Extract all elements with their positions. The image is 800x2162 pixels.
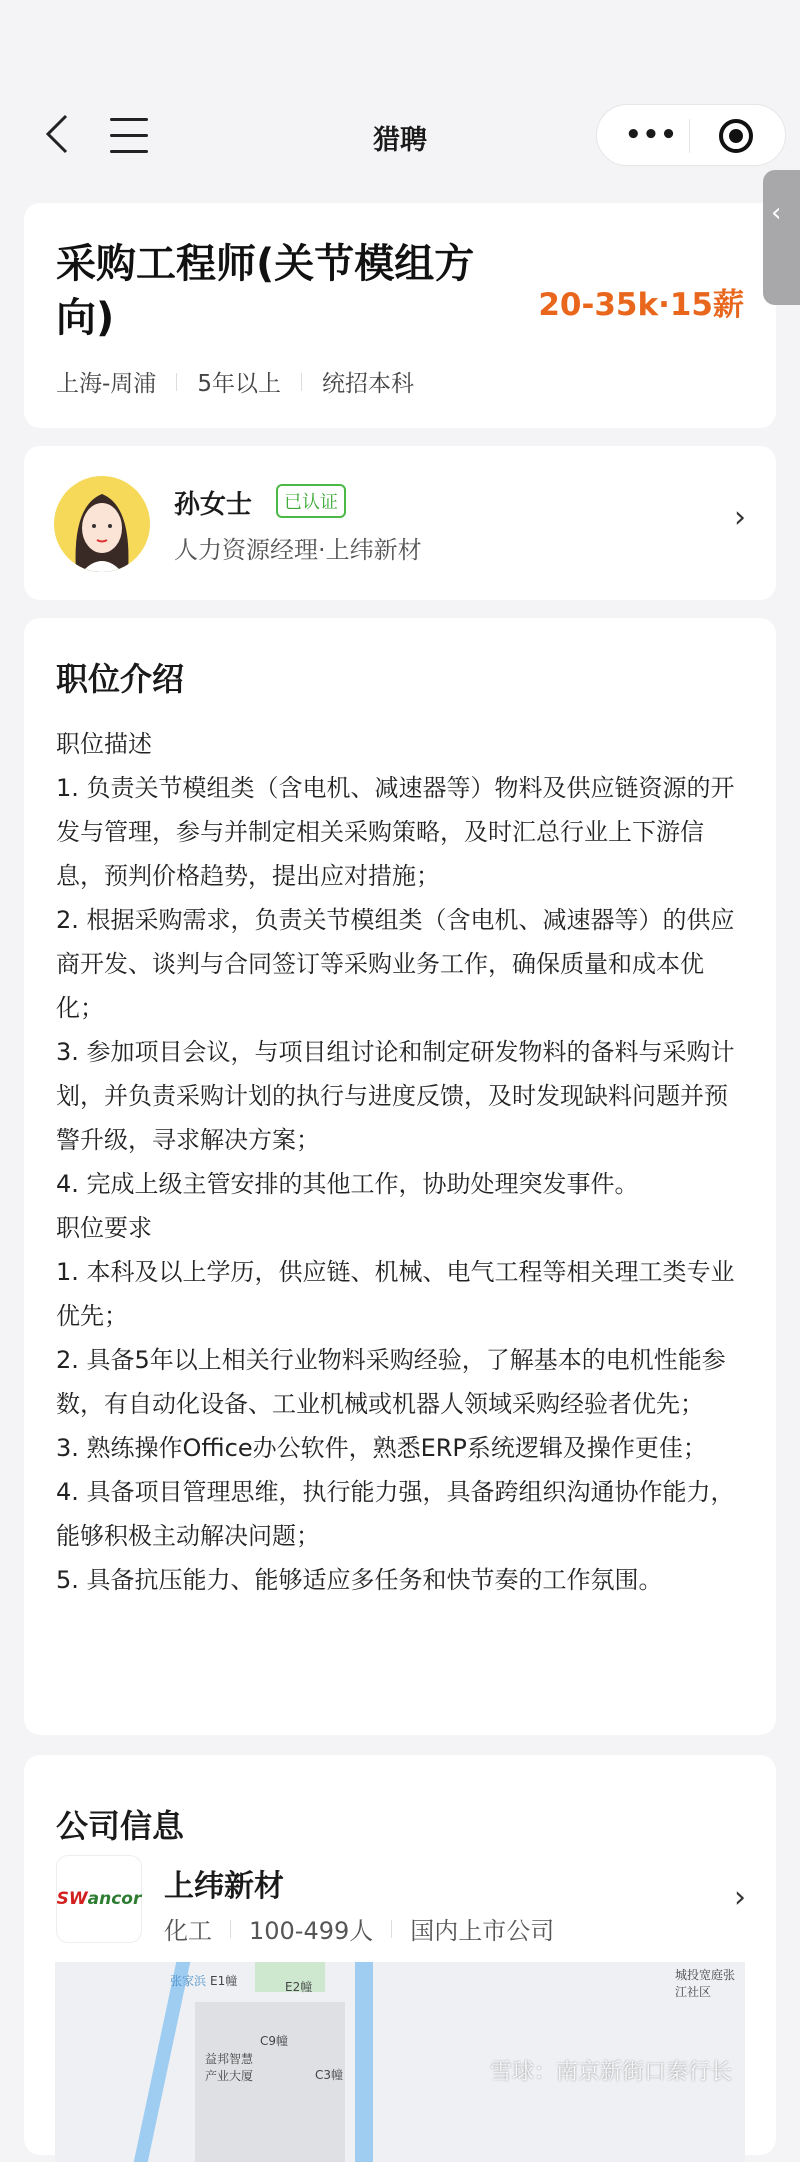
education: 统招本科 [321, 371, 414, 397]
avatar [54, 476, 150, 572]
desc-line: 3. 熟练操作Office办公软件，熟悉ERP系统逻辑及操作更佳； [56, 1434, 707, 1462]
job-tags [56, 365, 414, 398]
industry: 化工 [164, 1917, 212, 1945]
desc-line: 4. 具备项目管理思维，执行能力强，具备跨组织沟通协作能力，能够积极主动解决问题； [56, 1478, 735, 1550]
company-size: 100-499人 [249, 1917, 374, 1945]
company-card [24, 1755, 776, 2155]
experience: 5年以上 [197, 371, 281, 397]
watermark: 雪球：南京新街口秦行长 [490, 2060, 733, 2085]
chevron-right-icon[interactable]: › [734, 1880, 746, 1915]
chevron-right-icon[interactable]: › [734, 500, 746, 535]
desc-line: 职位要求 [56, 1214, 152, 1242]
desc-line: 5. 具备抗压能力、能够适应多任务和快节奏的工作氛围。 [56, 1566, 663, 1594]
company-map[interactable]: 张家浜 E1幢 E2幢 C9幢 益邦智慧产业大厦 C3幢 城投宽庭张江社区 [55, 1962, 745, 2162]
desc-line: 3. 参加项目会议，与项目组讨论和制定研发物料的备料与采购计划，并负责采购计划的执行与进度反馈，及时发现缺料问题并预警升级，寻求解决方案； [56, 1038, 735, 1154]
desc-line: 1. 负责关节模组类（含电机、减速器等）物料及供应链资源的开发与管理，参与并制定相关采购策略，及时汇总行业上下游信息，预判价格趋势，提出应对措施； [56, 774, 735, 890]
more-icon[interactable]: ••• [625, 120, 678, 150]
description-text [56, 722, 744, 1602]
desc-line: 4. 完成上级主管安排的其他工作，协助处理突发事件。 [56, 1170, 639, 1198]
page-title: 猎聘 [373, 125, 427, 156]
desc-line: 2. 根据采购需求，负责关节模组类（含电机、减速器等）的供应商开发、谈判与合同签订等采购业务工作，确保质量和成本优化； [56, 906, 735, 1022]
close-target-icon[interactable] [719, 119, 753, 153]
salary: 20-35k·15薪 [538, 287, 744, 323]
recruiter-card[interactable] [24, 446, 776, 600]
desc-line: 职位描述 [56, 730, 152, 758]
section-heading: 公司信息 [56, 1807, 185, 1845]
company-type: 国内上市公司 [410, 1917, 555, 1945]
job-description-card [24, 618, 776, 1735]
location: 上海-周浦 [56, 371, 157, 397]
side-drawer-tab[interactable] [763, 170, 800, 305]
company-name[interactable]: 上纬新材 [164, 1869, 284, 1904]
desc-line: 1. 本科及以上学历，供应链、机械、电气工程等相关理工类专业优先； [56, 1258, 735, 1330]
section-heading: 职位介绍 [56, 660, 185, 698]
company-logo: SW ancor [56, 1855, 142, 1943]
recruiter-role: 人力资源经理·上纬新材 [174, 536, 422, 564]
job-header-card [24, 203, 776, 428]
verified-badge: 已认证 [276, 484, 346, 518]
job-title: 采购工程师(关节模组方向) [56, 241, 475, 341]
chevron-left-icon: ‹ [771, 198, 782, 228]
nav-bar [0, 100, 800, 170]
mini-program-capsule [596, 104, 786, 166]
company-info [164, 1911, 554, 1946]
recruiter-name: 孙女士 [174, 490, 253, 520]
desc-line: 2. 具备5年以上相关行业物料采购经验，了解基本的电机性能参数，有自动化设备、工业机械或机器人领域采购经验者优先； [56, 1346, 726, 1418]
